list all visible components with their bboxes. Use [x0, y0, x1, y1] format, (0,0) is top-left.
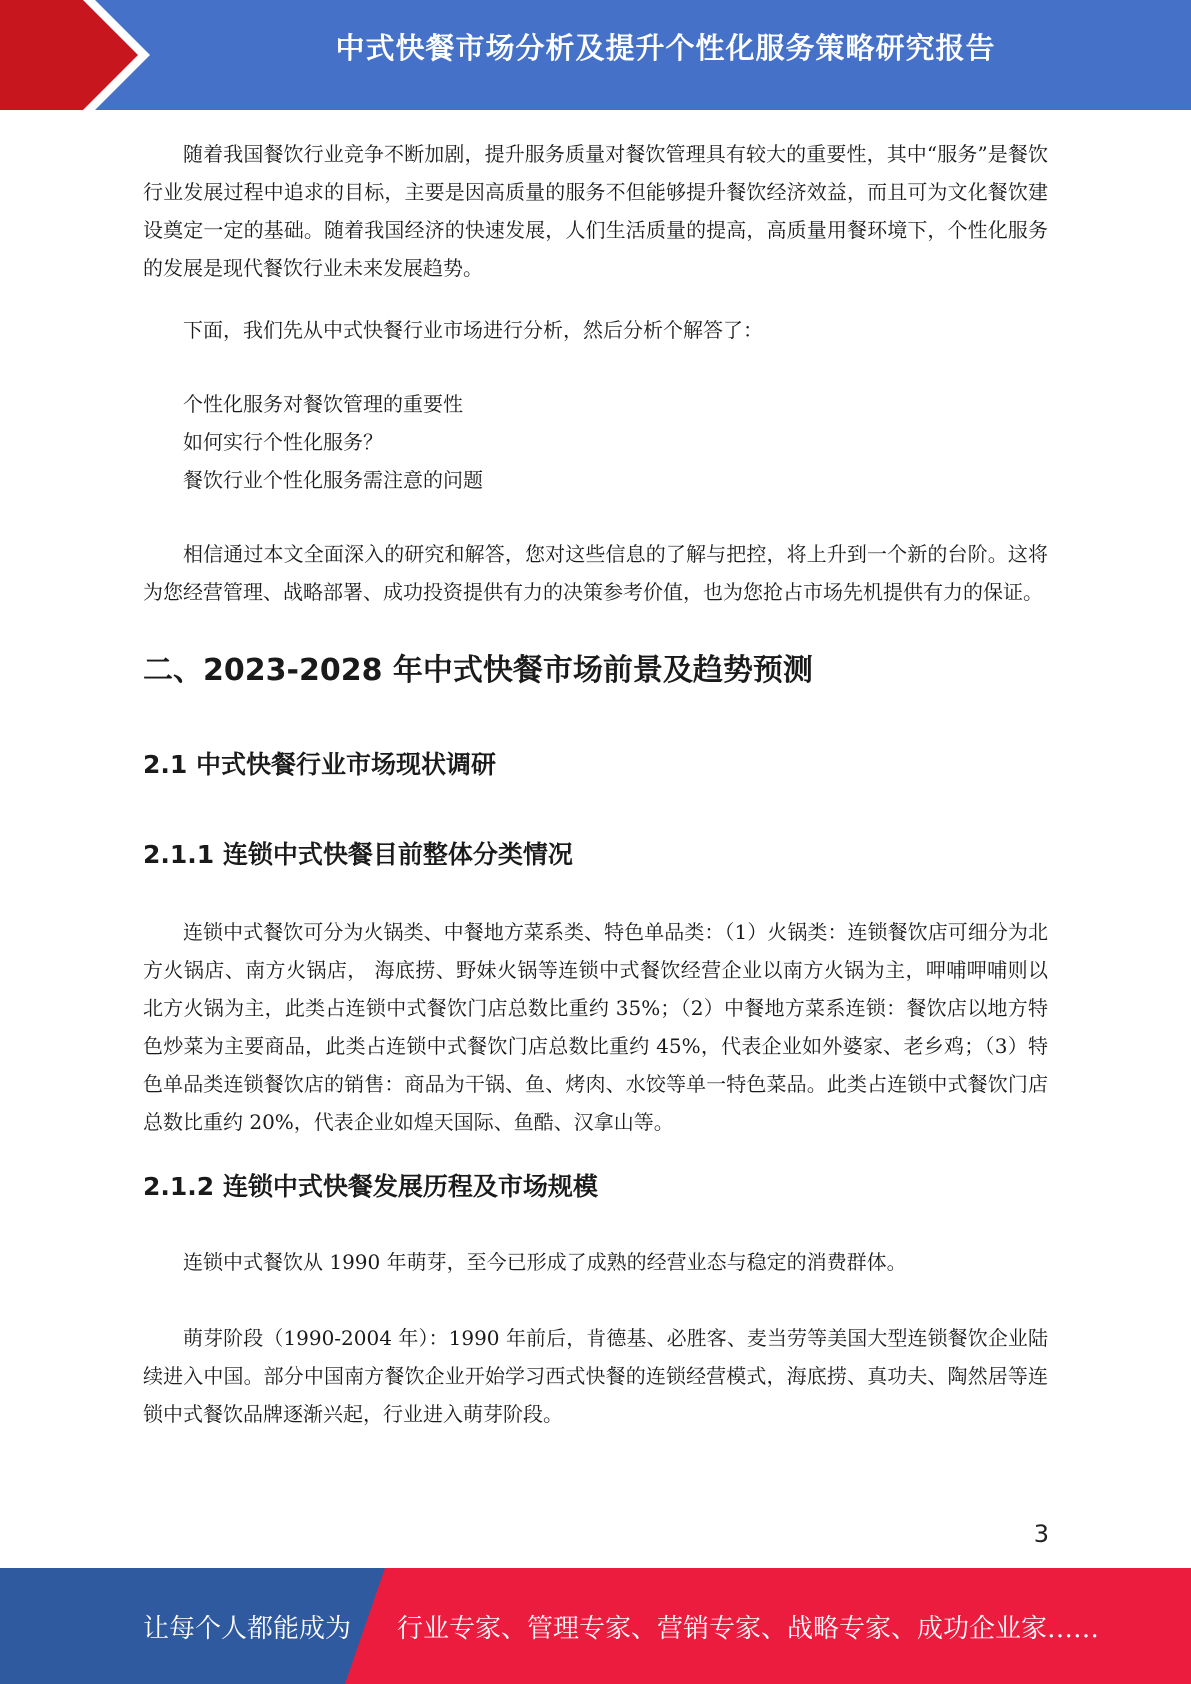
footer-slogan-right: 行业专家、管理专家、营销专家、战略专家、成功企业家……: [397, 1614, 1100, 1644]
page-content: [143, 135, 1048, 1433]
list-item: 如何实行个性化服务？: [183, 430, 383, 454]
footer-banner: [0, 1568, 1191, 1684]
intro-list: [143, 385, 1048, 499]
list-item: 餐饮行业个性化服务需注意的问题: [183, 468, 483, 492]
footer-slogan-left: 让每个人都能成为: [143, 1614, 352, 1644]
classification-paragraph: 连锁中式餐饮可分为火锅类、中餐地方菜系类、特色单品类：（1）火锅类：连锁餐饮店可细分为北方火锅店、南方火锅店， 海底捞、野妹火锅等连锁中式餐饮经营企业以南方火锅为主，呷哺呷哺则以北方火锅为主，此类占连锁中式餐饮门店总数比重约 35%；（2）中餐地方菜系连锁：餐饮店以地方特色炒菜为主要商品，此类占连锁中式餐饮门店总数比重约 45%，代表企业如外婆家、老乡鸡；（3）特色单品类连锁餐饮店的销售：商品为干锅、鱼、烤肉、水饺等单一特色菜品。此类占连锁中式餐饮门店总数比重约 20%，代表企业如煌天国际、鱼酷、汉拿山等。: [143, 920, 1048, 1134]
intro-paragraph-3: 相信通过本文全面深入的研究和解答，您对这些信息的了解与把控，将上升到一个新的台阶。这将为您经营管理、战略部署、成功投资提供有力的决策参考价值，也为您抢占市场先机提供有力的保证。: [143, 542, 1048, 604]
report-title: 中式快餐市场分析及提升个性化服务策略研究报告: [335, 31, 996, 65]
history-paragraph-1: 连锁中式餐饮从 1990 年萌芽，至今已形成了成熟的经营业态与稳定的消费群体。: [183, 1250, 907, 1274]
subsection-heading: 2.1 中式快餐行业市场现状调研: [143, 750, 496, 779]
list-item: 个性化服务对餐饮管理的重要性: [183, 392, 463, 416]
subsubsection-heading: 2.1.2 连锁中式快餐发展历程及市场规模: [143, 1172, 598, 1201]
intro-paragraph-2: 下面，我们先从中式快餐行业市场进行分析，然后分析个解答了：: [183, 318, 763, 342]
header-arrow-icon: [0, 0, 140, 110]
intro-paragraph-1: 随着我国餐饮行业竞争不断加剧，提升服务质量对餐饮管理具有较大的重要性，其中“服务”是餐饮行业发展过程中追求的目标，主要是因高质量的服务不但能够提升餐饮经济效益，而且可为文化餐饮建设奠定一定的基础。随着我国经济的快速发展，人们生活质量的提高，高质量用餐环境下，个性化服务的发展是现代餐饮行业未来发展趋势。: [143, 142, 1048, 280]
subsubsection-heading: 2.1.1 连锁中式快餐目前整体分类情况: [143, 840, 573, 869]
history-paragraph-2: 萌芽阶段（1990-2004 年）：1990 年前后，肯德基、必胜客、麦当劳等美国大型连锁餐饮企业陆续进入中国。部分中国南方餐饮企业开始学习西式快餐的连锁经营模式，海底捞、真功夫、陶然居等连锁中式餐饮品牌逐渐兴起，行业进入萌芽阶段。: [143, 1326, 1048, 1426]
header-banner: [0, 0, 1191, 110]
page-number: 3: [1033, 1520, 1049, 1548]
section-heading: 二、2023-2028 年中式快餐市场前景及趋势预测: [143, 653, 813, 688]
